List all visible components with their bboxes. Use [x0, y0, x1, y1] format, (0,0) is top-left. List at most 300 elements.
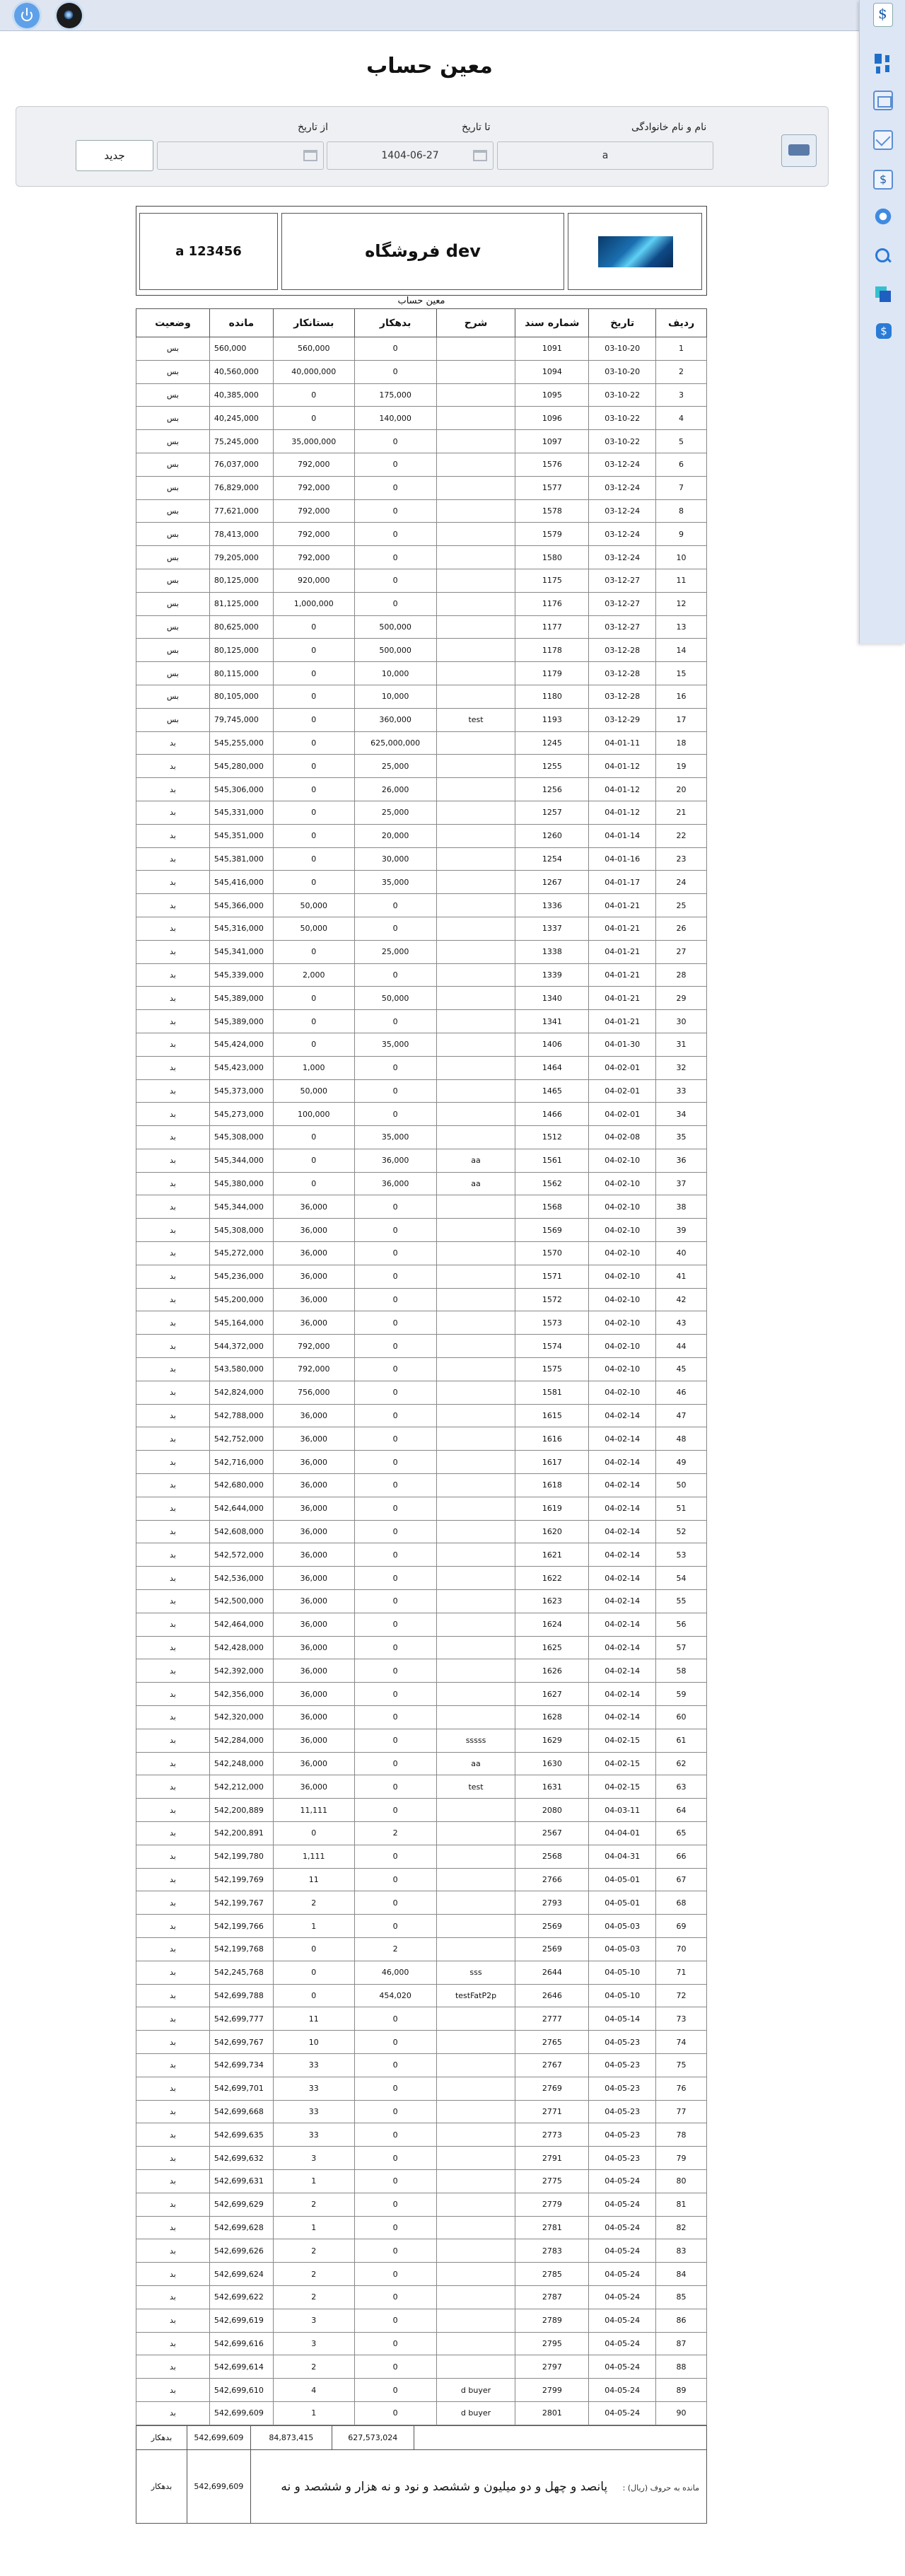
table-cell: 542,200,891: [209, 1822, 273, 1845]
table-cell: بد: [136, 1172, 210, 1195]
table-cell: 1465: [515, 1079, 589, 1103]
ledger-dollar-icon[interactable]: [873, 3, 893, 27]
table-cell: 2,000: [273, 963, 354, 987]
table-cell: 1622: [515, 1567, 589, 1590]
table-cell: 542,212,000: [209, 1775, 273, 1799]
table-cell: 36,000: [273, 1219, 354, 1242]
table-cell: 1579: [515, 523, 589, 546]
table-cell: بد: [136, 1103, 210, 1126]
table-cell: بس: [136, 662, 210, 685]
table-row: [136, 2239, 707, 2263]
table-cell: 542,680,000: [209, 1474, 273, 1497]
table-cell: بد: [136, 2123, 210, 2147]
table-header: [136, 309, 707, 337]
table-cell: [436, 1056, 515, 1079]
table-cell: [436, 1265, 515, 1288]
table-cell: 38: [656, 1195, 707, 1219]
table-cell: 55: [656, 1590, 707, 1613]
table-cell: 2767: [515, 2053, 589, 2077]
table-cell: 60: [656, 1706, 707, 1729]
table-cell: 46,000: [354, 1961, 436, 1984]
table-row: [136, 1219, 707, 1242]
table-cell: 545,255,000: [209, 731, 273, 755]
table-cell: 04-05-24: [589, 2239, 656, 2263]
table-cell: 0: [354, 1288, 436, 1311]
table-cell: [436, 1567, 515, 1590]
table-cell: 0: [354, 430, 436, 453]
table-cell: بد: [136, 1567, 210, 1590]
store-icon[interactable]: [873, 91, 893, 110]
table-row: [136, 337, 707, 361]
table-cell: 1339: [515, 963, 589, 987]
table-cell: بد: [136, 1126, 210, 1149]
table-row: [136, 1103, 707, 1126]
table-cell: بد: [136, 1335, 210, 1358]
table-cell: 545,306,000: [209, 778, 273, 801]
table-cell: 50: [656, 1474, 707, 1497]
table-cell: 50,000: [273, 917, 354, 940]
column-header: تاریخ: [589, 309, 656, 337]
to-date-input[interactable]: [327, 141, 494, 170]
table-cell: 85: [656, 2285, 707, 2309]
table-cell: 0: [354, 1590, 436, 1613]
table-cell: 04-05-10: [589, 1984, 656, 2007]
table-cell: testFatP2p: [436, 1984, 515, 2007]
table-cell: 52: [656, 1520, 707, 1543]
to-date-value: 1404-06-27: [381, 150, 439, 161]
table-cell: [436, 1427, 515, 1451]
table-cell: 77,621,000: [209, 499, 273, 523]
table-row: [136, 2053, 707, 2077]
table-cell: 7: [656, 476, 707, 499]
table-cell: 1615: [515, 1404, 589, 1427]
table-cell: [436, 1799, 515, 1822]
table-cell: 0: [354, 2053, 436, 2077]
table-cell: 542,199,768: [209, 1937, 273, 1961]
table-cell: 0: [354, 1683, 436, 1706]
table-cell: 04-02-14: [589, 1590, 656, 1613]
table-cell: 79,745,000: [209, 708, 273, 731]
table-cell: بد: [136, 1520, 210, 1543]
table-cell: 545,366,000: [209, 894, 273, 917]
table-row: [136, 2169, 707, 2193]
table-cell: بد: [136, 1288, 210, 1311]
table-cell: 542,699,788: [209, 1984, 273, 2007]
table-cell: 0: [273, 755, 354, 778]
table-row: [136, 499, 707, 523]
table-cell: 84: [656, 2263, 707, 2286]
table-cell: test: [436, 708, 515, 731]
table-cell: 1627: [515, 1683, 589, 1706]
table-cell: 0: [354, 1567, 436, 1590]
table-cell: 0: [354, 1775, 436, 1799]
table-cell: 1568: [515, 1195, 589, 1219]
table-cell: 0: [273, 778, 354, 801]
table-cell: 2769: [515, 2077, 589, 2100]
table-cell: 0: [273, 708, 354, 731]
table-cell: 1096: [515, 407, 589, 430]
table-cell: 04-02-08: [589, 1126, 656, 1149]
table-cell: 0: [354, 1543, 436, 1567]
table-cell: 0: [273, 1961, 354, 1984]
table-cell: 20,000: [354, 824, 436, 847]
table-cell: 1577: [515, 476, 589, 499]
table-cell: 1569: [515, 1219, 589, 1242]
table-row: [136, 2123, 707, 2147]
table-cell: [436, 755, 515, 778]
table-cell: 36,000: [273, 1729, 354, 1752]
table-row: [136, 1381, 707, 1404]
table-cell: 2: [273, 2193, 354, 2216]
table-cell: 04-02-10: [589, 1172, 656, 1195]
table-cell: 0: [354, 2309, 436, 2332]
table-cell: 1512: [515, 1126, 589, 1149]
table-cell: 2777: [515, 2007, 589, 2031]
table-cell: 2783: [515, 2239, 589, 2263]
table-cell: بس: [136, 430, 210, 453]
calendar-icon[interactable]: [473, 150, 487, 161]
table-cell: 04-05-03: [589, 1937, 656, 1961]
table-cell: بد: [136, 1381, 210, 1404]
table-cell: [436, 2007, 515, 2031]
table-cell: 1621: [515, 1543, 589, 1567]
table-row: [136, 1010, 707, 1033]
table-cell: 35,000,000: [273, 430, 354, 453]
table-cell: 542,699,734: [209, 2053, 273, 2077]
table-cell: [436, 1543, 515, 1567]
table-cell: 24: [656, 871, 707, 894]
table-cell: بد: [136, 1033, 210, 1056]
table-cell: بد: [136, 1242, 210, 1265]
print-button[interactable]: [781, 134, 817, 167]
table-cell: 36,000: [273, 1567, 354, 1590]
table-cell: 756,000: [273, 1381, 354, 1404]
table-cell: بس: [136, 383, 210, 407]
table-cell: بس: [136, 337, 210, 361]
gear-icon[interactable]: [873, 207, 893, 226]
table-row: [136, 615, 707, 639]
table-cell: [436, 1033, 515, 1056]
table-cell: بس: [136, 453, 210, 476]
table-cell: 04-01-12: [589, 801, 656, 824]
table-cell: 6: [656, 453, 707, 476]
table-cell: 0: [354, 2263, 436, 2286]
table-cell: 0: [354, 1636, 436, 1659]
table-cell: بد: [136, 1451, 210, 1474]
table-cell: [436, 523, 515, 546]
table-cell: 76: [656, 2077, 707, 2100]
table-cell: 11: [273, 1868, 354, 1891]
table-row: [136, 2309, 707, 2332]
table-cell: 1175: [515, 569, 589, 592]
table-cell: 26: [656, 917, 707, 940]
table-cell: بد: [136, 894, 210, 917]
table-cell: [436, 987, 515, 1010]
table-cell: 1193: [515, 708, 589, 731]
table-cell: بد: [136, 1822, 210, 1845]
table-cell: بد: [136, 2379, 210, 2402]
avatar[interactable]: [57, 3, 82, 28]
table-cell: 5: [656, 430, 707, 453]
table-cell: 0: [354, 1845, 436, 1868]
table-cell: 83: [656, 2239, 707, 2263]
table-cell: 04-01-30: [589, 1033, 656, 1056]
table-cell: 39: [656, 1219, 707, 1242]
table-cell: 0: [354, 2100, 436, 2123]
bank-icon[interactable]: [873, 170, 893, 190]
table-row: [136, 1868, 707, 1891]
table-cell: 0: [354, 1891, 436, 1915]
table-cell: 03-12-28: [589, 639, 656, 662]
table-body: [136, 337, 707, 2425]
table-cell: 4: [273, 2379, 354, 2402]
table-cell: [436, 1010, 515, 1033]
table-cell: [436, 963, 515, 987]
table-cell: 04-05-10: [589, 1961, 656, 1984]
table-cell: 36,000: [273, 1636, 354, 1659]
table-cell: 0: [354, 1056, 436, 1079]
table-cell: 542,199,767: [209, 1891, 273, 1915]
table-cell: 0: [354, 523, 436, 546]
table-row: [136, 1474, 707, 1497]
layers-icon[interactable]: [873, 284, 893, 304]
table-cell: [436, 1868, 515, 1891]
table-row: [136, 1358, 707, 1381]
table-cell: 0: [354, 2239, 436, 2263]
table-cell: 50,000: [354, 987, 436, 1010]
new-button[interactable]: جدید: [76, 140, 153, 171]
table-cell: 03-12-29: [589, 708, 656, 731]
table-cell: 1260: [515, 824, 589, 847]
table-cell: 61: [656, 1729, 707, 1752]
table-row: [136, 2332, 707, 2355]
table-cell: بد: [136, 2077, 210, 2100]
table-cell: 15: [656, 662, 707, 685]
table-cell: 1179: [515, 662, 589, 685]
table-cell: 0: [354, 2401, 436, 2425]
table-cell: 10,000: [354, 685, 436, 708]
table-row: [136, 2216, 707, 2239]
table-cell: 1095: [515, 383, 589, 407]
table-cell: [436, 1891, 515, 1915]
table-cell: 1337: [515, 917, 589, 940]
table-cell: 0: [354, 2285, 436, 2309]
table-cell: test: [436, 1775, 515, 1799]
table-cell: 65: [656, 1822, 707, 1845]
table-cell: 0: [354, 2193, 436, 2216]
final-status: بدهکار: [136, 2450, 187, 2524]
table-row: [136, 2263, 707, 2286]
table-cell: 2: [656, 360, 707, 383]
table-cell: 0: [354, 1729, 436, 1752]
table-cell: 70: [656, 1937, 707, 1961]
table-row: [136, 2401, 707, 2425]
table-cell: 48: [656, 1427, 707, 1451]
table-row: [136, 1242, 707, 1265]
table-cell: 0: [273, 662, 354, 685]
table-cell: 2773: [515, 2123, 589, 2147]
table-cell: 11,111: [273, 1799, 354, 1822]
table-cell: 1574: [515, 1335, 589, 1358]
table-cell: 0: [354, 1265, 436, 1288]
table-cell: [436, 1520, 515, 1543]
table-cell: [436, 430, 515, 453]
table-cell: 80,125,000: [209, 569, 273, 592]
table-cell: 14: [656, 639, 707, 662]
table-cell: بد: [136, 963, 210, 987]
table-cell: [436, 1822, 515, 1845]
table-cell: 36,000: [273, 1265, 354, 1288]
mail-icon[interactable]: [873, 130, 893, 150]
table-cell: 1338: [515, 940, 589, 963]
table-cell: 04-02-10: [589, 1288, 656, 1311]
table-cell: بد: [136, 2216, 210, 2239]
table-cell: 03-12-24: [589, 453, 656, 476]
table-cell: 04-01-21: [589, 940, 656, 963]
table-cell: 17: [656, 708, 707, 731]
table-cell: 792,000: [273, 476, 354, 499]
table-cell: 81,125,000: [209, 592, 273, 615]
table-cell: [436, 407, 515, 430]
column-header: وضعیت: [136, 309, 210, 337]
table-cell: 78: [656, 2123, 707, 2147]
table-cell: 04-05-01: [589, 1891, 656, 1915]
search-icon[interactable]: [873, 246, 893, 266]
table-cell: 1,000: [273, 1056, 354, 1079]
table-cell: 04-05-24: [589, 2309, 656, 2332]
table-cell: 542,699,668: [209, 2100, 273, 2123]
table-cell: 03-12-28: [589, 685, 656, 708]
table-cell: بد: [136, 1961, 210, 1984]
table-cell: 04-01-11: [589, 731, 656, 755]
table-cell: 75: [656, 2053, 707, 2077]
table-cell: 0: [354, 1103, 436, 1126]
table-cell: [436, 1613, 515, 1636]
table-cell: بد: [136, 1474, 210, 1497]
table-cell: بد: [136, 2007, 210, 2031]
table-row: [136, 1126, 707, 1149]
table-cell: 36,000: [273, 1427, 354, 1451]
table-cell: 3: [656, 383, 707, 407]
table-cell: 04-01-21: [589, 917, 656, 940]
table-cell: 542,200,889: [209, 1799, 273, 1822]
table-cell: 37: [656, 1172, 707, 1195]
table-cell: 11: [273, 2007, 354, 2031]
table-cell: 8: [656, 499, 707, 523]
table-cell: 04-05-24: [589, 2332, 656, 2355]
table-cell: بس: [136, 639, 210, 662]
table-cell: بد: [136, 1683, 210, 1706]
table-cell: 36,000: [273, 1404, 354, 1427]
table-cell: 545,308,000: [209, 1219, 273, 1242]
table-cell: 0: [354, 1219, 436, 1242]
table-cell: 80: [656, 2169, 707, 2193]
table-cell: 0: [273, 615, 354, 639]
table-cell: 542,644,000: [209, 1497, 273, 1520]
table-row: [136, 1822, 707, 1845]
table-cell: 1245: [515, 731, 589, 755]
calendar-icon[interactable]: [303, 150, 317, 161]
table-row: [136, 2379, 707, 2402]
table-cell: 0: [354, 1451, 436, 1474]
table-cell: 545,308,000: [209, 1126, 273, 1149]
table-row: [136, 1891, 707, 1915]
table-row: [136, 847, 707, 871]
table-cell: 0: [273, 1822, 354, 1845]
table-cell: 542,536,000: [209, 1567, 273, 1590]
table-cell: 100,000: [273, 1103, 354, 1126]
table-cell: بد: [136, 1497, 210, 1520]
table-cell: 542,699,610: [209, 2379, 273, 2402]
table-cell: 75,245,000: [209, 430, 273, 453]
table-cell: 03-12-24: [589, 499, 656, 523]
table-cell: بس: [136, 569, 210, 592]
table-cell: بد: [136, 2285, 210, 2309]
table-cell: بد: [136, 2355, 210, 2379]
table-cell: بس: [136, 685, 210, 708]
table-cell: 40,000,000: [273, 360, 354, 383]
table-cell: [436, 894, 515, 917]
table-cell: 2: [273, 2263, 354, 2286]
table-cell: 36,000: [273, 1195, 354, 1219]
from-date-input[interactable]: [157, 141, 324, 170]
table-cell: 1626: [515, 1659, 589, 1683]
table-cell: 04-05-24: [589, 2216, 656, 2239]
table-cell: بد: [136, 1659, 210, 1683]
table-cell: 0: [354, 1520, 436, 1543]
table-cell: 2766: [515, 1868, 589, 1891]
table-cell: 59: [656, 1683, 707, 1706]
table-cell: 04-02-15: [589, 1729, 656, 1752]
table-cell: 542,248,000: [209, 1752, 273, 1775]
table-cell: 31: [656, 1033, 707, 1056]
table-cell: 82: [656, 2216, 707, 2239]
table-cell: 1255: [515, 755, 589, 778]
table-cell: 04-02-10: [589, 1242, 656, 1265]
report-caption: معین حساب: [397, 296, 445, 306]
table-cell: 542,699,628: [209, 2216, 273, 2239]
table-cell: 04-05-24: [589, 2401, 656, 2425]
table-cell: [436, 1659, 515, 1683]
coin-icon[interactable]: [873, 323, 893, 342]
table-cell: 04-02-14: [589, 1543, 656, 1567]
table-cell: [436, 917, 515, 940]
dashboard-icon[interactable]: [873, 52, 893, 72]
table-row: [136, 685, 707, 708]
table-cell: بد: [136, 1427, 210, 1451]
table-row: [136, 894, 707, 917]
table-cell: 2779: [515, 2193, 589, 2216]
power-icon[interactable]: [14, 3, 40, 28]
table-row: [136, 453, 707, 476]
table-cell: 2785: [515, 2263, 589, 2286]
table-cell: 1576: [515, 453, 589, 476]
table-cell: 2: [273, 2239, 354, 2263]
table-cell: بد: [136, 2332, 210, 2355]
table-cell: 1: [273, 2216, 354, 2239]
table-cell: 36,000: [273, 1775, 354, 1799]
table-cell: 545,236,000: [209, 1265, 273, 1288]
table-cell: 543,580,000: [209, 1358, 273, 1381]
table-cell: 03-12-28: [589, 662, 656, 685]
name-input[interactable]: a: [497, 141, 713, 170]
table-row: [136, 1149, 707, 1172]
table-cell: d buyer: [436, 2379, 515, 2402]
table-cell: 78,413,000: [209, 523, 273, 546]
table-cell: 0: [354, 1497, 436, 1520]
table-cell: 04-02-14: [589, 1520, 656, 1543]
table-cell: 454,020: [354, 1984, 436, 2007]
